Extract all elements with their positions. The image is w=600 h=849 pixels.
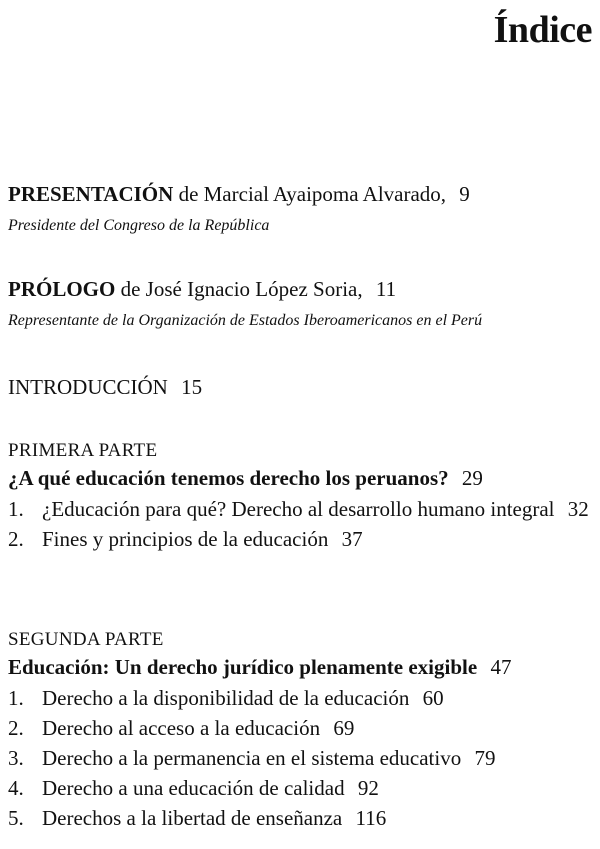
item-number: 4. bbox=[8, 776, 24, 800]
toc-part-1 bbox=[8, 438, 592, 554]
entry-line bbox=[8, 373, 592, 401]
entry-subtitle: Presidente del Congreso de la República bbox=[8, 217, 270, 234]
entry-author: de José Ignacio López Soria, bbox=[120, 277, 363, 301]
item-page: 60 bbox=[422, 686, 444, 710]
item-text: Derecho al acceso a la educación bbox=[42, 716, 321, 740]
item-number: 2. bbox=[8, 716, 24, 740]
entry-subtitle: Representante de la Organización de Estados Iberoamericanos en el Perú bbox=[8, 312, 483, 329]
part-title-text: Educación: Un derecho jurídico plenamente exigible bbox=[8, 655, 478, 679]
item-page: 92 bbox=[357, 776, 379, 800]
toc-item bbox=[8, 773, 592, 803]
toc-item bbox=[8, 803, 592, 833]
page-title: Índice bbox=[493, 9, 592, 51]
part-items bbox=[8, 683, 592, 833]
toc-item bbox=[8, 713, 592, 743]
entry-line bbox=[8, 275, 592, 303]
item-text: Derecho a la disponibilidad de la educación bbox=[42, 686, 410, 710]
toc-item bbox=[8, 683, 592, 713]
item-text: Derecho a una educación de calidad bbox=[42, 776, 345, 800]
toc-entry-prologo bbox=[8, 275, 592, 333]
item-number: 5. bbox=[8, 806, 24, 830]
toc-entry-presentacion bbox=[8, 180, 592, 238]
item-number: 2. bbox=[8, 527, 24, 551]
item-page: 37 bbox=[341, 527, 363, 551]
part-page: 29 bbox=[461, 466, 483, 490]
entry-page: 11 bbox=[375, 277, 397, 301]
item-page: 32 bbox=[567, 497, 589, 521]
item-number: 1. bbox=[8, 686, 24, 710]
toc-item bbox=[8, 743, 592, 773]
part-title bbox=[8, 653, 592, 681]
toc-entry-introduccion bbox=[8, 373, 592, 401]
item-text: Derechos a la libertad de enseñanza bbox=[42, 806, 343, 830]
item-page: 79 bbox=[474, 746, 496, 770]
toc-item bbox=[8, 494, 592, 524]
item-page: 116 bbox=[355, 806, 387, 830]
part-title-text: ¿A qué educación tenemos derecho los peruanos? bbox=[8, 466, 449, 490]
entry-page: 15 bbox=[181, 375, 203, 399]
part-label: PRIMERA PARTE bbox=[8, 440, 158, 461]
item-number: 3. bbox=[8, 746, 24, 770]
item-text: Derecho a la permanencia en el sistema educativo bbox=[42, 746, 462, 770]
item-number: 1. bbox=[8, 497, 24, 521]
entry-line bbox=[8, 180, 592, 208]
entry-label: INTRODUCCIÓN bbox=[8, 375, 168, 399]
item-page: 69 bbox=[333, 716, 355, 740]
item-text: Fines y principios de la educación bbox=[42, 527, 329, 551]
item-text: ¿Educación para qué? Derecho al desarrollo humano integral bbox=[42, 497, 555, 521]
entry-page: 9 bbox=[459, 182, 470, 206]
part-page: 47 bbox=[490, 655, 512, 679]
part-title bbox=[8, 464, 592, 492]
entry-label: PRÓLOGO bbox=[8, 277, 116, 301]
part-label: SEGUNDA PARTE bbox=[8, 629, 164, 650]
toc-part-2 bbox=[8, 627, 592, 833]
toc-item bbox=[8, 524, 592, 554]
entry-label: PRESENTACIÓN bbox=[8, 182, 174, 206]
part-items bbox=[8, 494, 592, 554]
entry-author: de Marcial Ayaipoma Alvarado, bbox=[178, 182, 447, 206]
